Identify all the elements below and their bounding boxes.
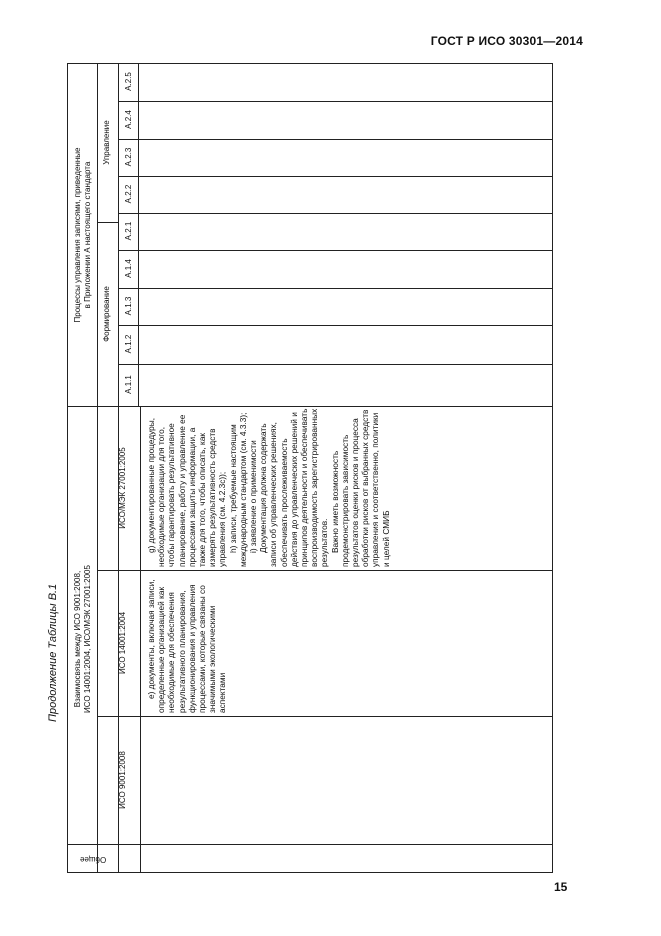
code-a-2-2: A.2.2 [124,184,133,204]
cell-iso27001-h: h) записи, требуемые настоящим международным стандартом (см. 4.3.3); [227,412,248,567]
table-border-left [67,63,68,873]
code-a-1-1: A.1.1 [124,375,133,394]
subheader-formation: Формирование [102,286,111,342]
group-header-relationship: Взаимосвязь между ИСО 9001:2008, ИСО 14001:2004, ИСО/МЭК 27001:2005 [73,565,92,713]
group-header-record-processes: Процессы управления записями, приведенные в Приложении А настоящего стандарта [73,147,92,323]
table-border-top [67,63,553,64]
hline-a21 [118,250,553,251]
cell-iso27001-doc: Документация должна содержать записи об управленческих решениях, обеспечивать прослеживаемость действия до управленческих решений и принципов деятельности и обеспечивать воспроизводимость зарегистрированных результатов. [258,408,330,567]
hline-9001-general [67,844,553,845]
hline-a13 [118,325,553,326]
table-continuation-caption: Продолжение Таблицы В.1 [47,583,59,722]
hline-a12 [118,364,553,365]
standard-code-header: ГОСТ Р ИСО 30301—2014 [430,34,583,48]
code-a-2-1: A.2.1 [124,221,133,241]
vline-codes [138,63,139,406]
vline-subheaders [118,63,119,406]
code-a-1-2: A.1.2 [124,334,133,354]
table-border-right [552,63,553,873]
page-number: 15 [554,880,568,894]
code-a-2-5: A.2.5 [124,72,133,91]
colheader-iso9001: ИСО 9001:2008 [118,751,127,809]
hline-a22 [118,213,553,214]
hline-a14 [118,288,553,289]
cell-iso27001-g: g) документированные процедуры, необходимые организации для того, чтобы гарантировать результативное планирование, работу и управление ее процессами защиты информации, а также для того, чтобы описать, как измерять результативность средств управления (см. 4.2.3с)); [146,414,228,567]
colheader-iso27001: ИСО/МЭК 27001:2005 [118,447,127,529]
code-a-1-4: A.1.4 [124,259,133,278]
row-label-general: Общее [80,855,107,864]
cell-iso14001 [146,571,228,713]
vline-body-start [140,406,141,873]
cell-iso27001 [146,407,391,567]
colheader-iso14001: ИСО 14001:2004 [118,611,127,675]
subheader-management: Управление [102,120,111,165]
cell-iso14001-text: е) документы, включая записи, определенные организацией как необходимые для обеспечения результативного планирования, функционирования и управления процессами, которые связаны со значимыми экологическими аспектами [146,579,228,713]
cell-iso27001-important: Важно иметь возможность продемонстрировать зависимость результатов оценки рисков и процесса обработки рисков от выбранных средств управления и соответственно, политики и целей СМИБ [329,409,391,567]
vline-group-header [97,63,98,873]
hline-14001-9001 [97,716,553,717]
hline-a24 [118,139,553,140]
cell-iso27001-i: i) заявление о применимости [248,440,259,553]
hline-a25 [118,101,553,102]
code-a-1-3: A.1.3 [124,296,133,316]
hline-a23 [118,176,553,177]
code-a-2-4: A.2.4 [124,110,133,129]
code-a-2-3: A.2.3 [124,147,133,167]
